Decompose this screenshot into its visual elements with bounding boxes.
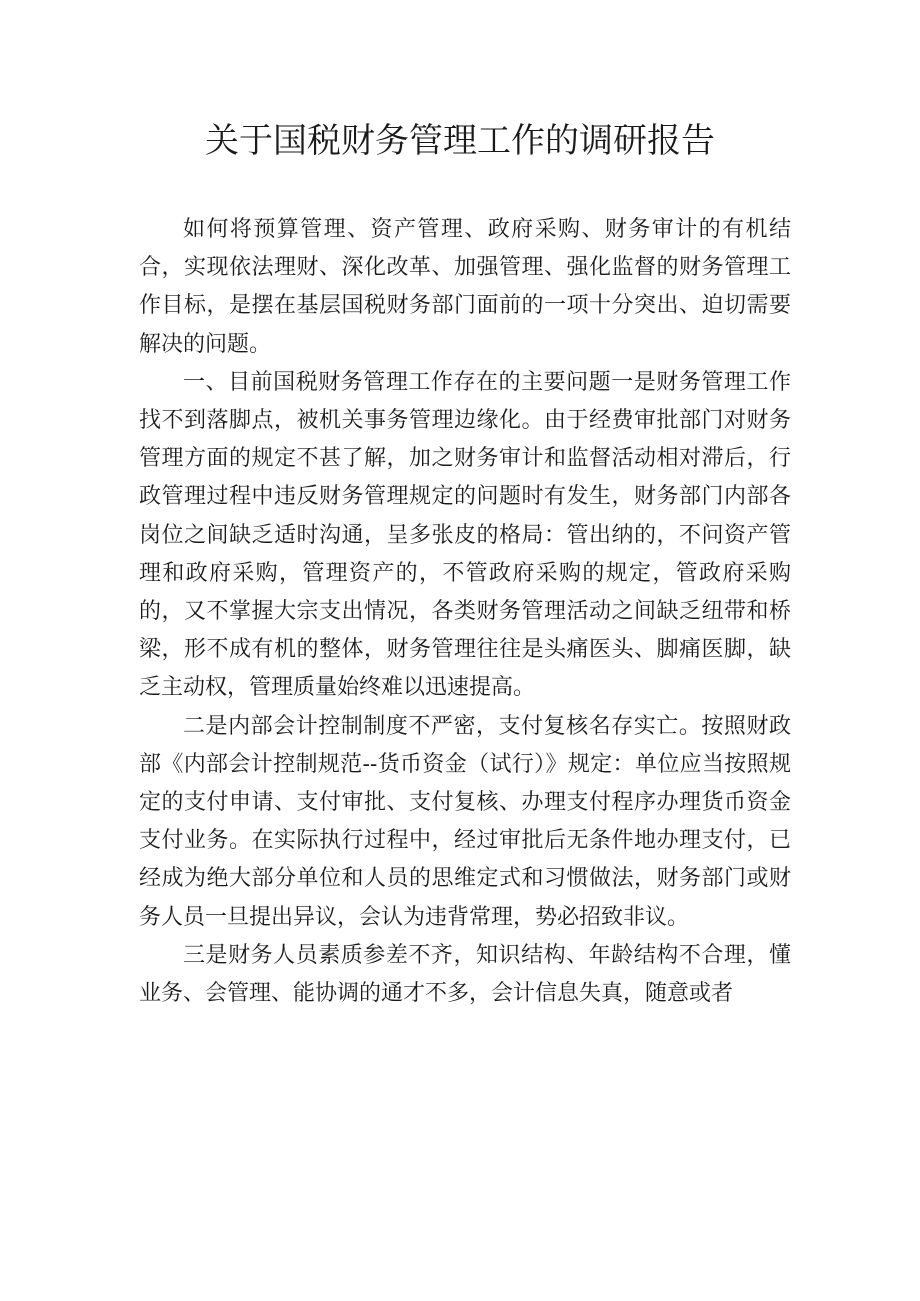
paragraph-intro: 如何将预算管理、资产管理、政府采购、财务审计的有机结合，实现依法理财、深化改革、加强管理、强化监督的财务管理工作目标，是摆在基层国税财务部门面前的一项十分突出、迫切需要解决的问题。 <box>139 217 791 357</box>
document-body <box>139 211 791 1013</box>
paragraph-problem-three: 三是财务人员素质参差不齐，知识结构、年龄结构不合理，懂业务、会管理、能协调的通才不多，会计信息失真，随意或者 <box>139 942 791 1007</box>
paragraph-problem-one: 一、目前国税财务管理工作存在的主要问题一是财务管理工作找不到落脚点，被机关事务管理边缘化。由于经费审批部门对财务管理方面的规定不甚了解，加之财务审计和监督活动相对滞后，行政管理过程中违反财务管理规定的问题时有发生，财务部门内部各岗位之间缺乏适时沟通，呈多张皮的格局：管出纳的，不问资产管理和政府采购，管理资产的，不管政府采购的规定，管政府采购的，又不掌握大宗支出情况，各类财务管理活动之间缺乏纽带和桥梁，形不成有机的整体，财务管理往往是头痛医头、脚痛医脚，缺乏主动权，管理质量始终难以迅速提高。 <box>139 369 791 701</box>
paragraph-problem-two: 二是内部会计控制制度不严密，支付复核名存实亡。按照财政部《内部会计控制规范--货币资金（试行）》规定：单位应当按照规定的支付申请、支付审批、支付复核、办理支付程序办理货币资金支付业务。在实际执行过程中，经过审批后无条件地办理支付，已经成为绝大部分单位和人员的思维定式和习惯做法，财务部门或财务人员一旦提出异议，会认为违背常理，势必招致非议。 <box>139 713 791 930</box>
document-title: 关于国税财务管理工作的调研报告 <box>205 121 715 161</box>
